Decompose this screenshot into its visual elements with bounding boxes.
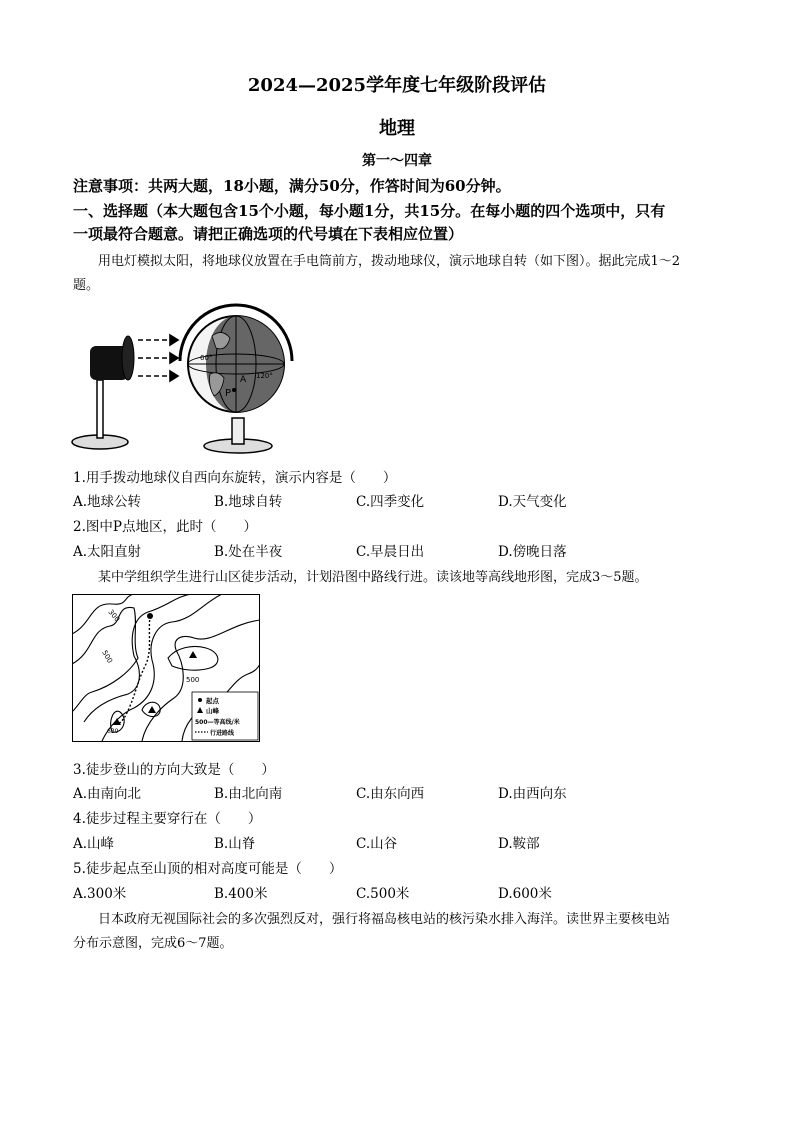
option-label: B.山脊 xyxy=(214,836,256,852)
option-label: B.处在半夜 xyxy=(214,544,283,560)
question-4: 4.徒步过程主要穿行在（ ） xyxy=(73,811,262,827)
option-label: A.300米 xyxy=(73,886,127,902)
q2-option-c[interactable] xyxy=(356,540,424,560)
globe-label-120: 120° xyxy=(256,372,273,380)
q1-option-c[interactable] xyxy=(356,490,424,510)
contour-map-figure xyxy=(72,594,260,742)
option-label: C.早晨日出 xyxy=(356,544,425,560)
q3-option-a[interactable] xyxy=(73,782,141,802)
legend-peak: 山峰 xyxy=(206,707,219,715)
intro3-line2: 分布示意图，完成6～7题。 xyxy=(73,936,233,951)
legend-route: 行进路线 xyxy=(210,730,235,737)
option-label: A.山峰 xyxy=(73,836,115,852)
q5-option-d[interactable] xyxy=(498,882,552,902)
intro1-line1: 用电灯模拟太阳，将地球仪放置在手电筒前方，拨动地球仪，演示地球自转（如下图）。据此完成1～2 xyxy=(98,254,681,269)
option-label: A.地球公转 xyxy=(73,494,142,510)
q1-option-b[interactable] xyxy=(214,490,282,510)
globe-lamp-figure xyxy=(70,296,302,456)
contour-label-630: 630 xyxy=(107,728,119,735)
option-label: C.由东向西 xyxy=(356,786,425,802)
question-1: 1.用手拨动地球仪自西向东旋转，演示内容是（ ） xyxy=(73,470,397,486)
lamp-icon xyxy=(72,336,134,449)
globe-label-a: A xyxy=(240,375,247,385)
q2-option-b[interactable] xyxy=(214,540,282,560)
section1-line2: 一项最符合题意。请把正确选项的代号填在下表相应位置） xyxy=(73,225,464,243)
q4-option-b[interactable] xyxy=(214,832,255,852)
q4-option-c[interactable] xyxy=(356,832,397,852)
globe-label-p: P xyxy=(225,388,232,399)
q1-option-d[interactable] xyxy=(498,490,567,510)
scope-label: 第一～四章 xyxy=(362,153,432,169)
q5-option-a[interactable] xyxy=(73,882,126,902)
intro1-line2: 题。 xyxy=(73,278,100,293)
option-label: D.天气变化 xyxy=(498,494,567,510)
option-label: C.500米 xyxy=(356,886,410,902)
legend-start: 起点 xyxy=(206,697,219,705)
option-label: D.鞍部 xyxy=(498,836,540,852)
q1-option-a[interactable] xyxy=(73,490,141,510)
q4-option-d[interactable] xyxy=(498,832,540,852)
option-label: C.四季变化 xyxy=(356,494,425,510)
contour-label-500-left: 500 xyxy=(100,649,114,665)
page-title: 2024—2025学年度七年级阶段评估 xyxy=(247,75,547,96)
option-label: D.由西向东 xyxy=(498,786,567,802)
q2-option-a[interactable] xyxy=(73,540,141,560)
option-label: B.由北向南 xyxy=(214,786,283,802)
option-label: A.太阳直射 xyxy=(73,544,142,560)
q3-option-c[interactable] xyxy=(356,782,424,802)
option-label: B.400米 xyxy=(214,886,268,902)
map-legend xyxy=(192,692,258,740)
option-label: A.由南向北 xyxy=(73,786,142,802)
globe-label-60: 60° xyxy=(200,354,213,362)
legend-contour: 500—等高线/米 xyxy=(195,719,240,726)
q2-option-d[interactable] xyxy=(498,540,567,560)
option-label: B.地球自转 xyxy=(214,494,283,510)
contour-label-500-right: 500 xyxy=(186,676,200,684)
section1-line1: 一、选择题（本大题包含15个小题，每小题1分，共15分。在每小题的四个选项中，只有 xyxy=(73,202,666,220)
q5-option-c[interactable] xyxy=(356,882,409,902)
notice-text: 注意事项：共两大题，18小题，满分50分，作答时间为60分钟。 xyxy=(73,177,511,195)
option-label: C.山谷 xyxy=(356,836,398,852)
question-2: 2.图中P点地区，此时（ ） xyxy=(73,519,257,535)
question-5: 5.徒步起点至山顶的相对高度可能是（ ） xyxy=(73,861,343,877)
intro3-line1: 日本政府无视国际社会的多次强烈反对，强行将福岛核电站的核污染水排入海洋。读世界主要核电站 xyxy=(98,912,671,927)
light-arrows xyxy=(138,335,178,381)
subject-title: 地理 xyxy=(379,118,415,139)
option-label: D.傍晚日落 xyxy=(498,544,567,560)
contour-label-300: 300 xyxy=(106,608,122,624)
q3-option-d[interactable] xyxy=(498,782,567,802)
question-3: 3.徒步登山的方向大致是（ ） xyxy=(73,762,275,778)
intro2-text: 某中学组织学生进行山区徒步活动，计划沿图中路线行进。读该地等高线地形图，完成3～5题。 xyxy=(98,570,648,585)
q4-option-a[interactable] xyxy=(73,832,114,852)
option-label: D.600米 xyxy=(498,886,552,902)
q3-option-b[interactable] xyxy=(214,782,282,802)
q5-option-b[interactable] xyxy=(214,882,267,902)
globe-icon xyxy=(180,305,292,453)
